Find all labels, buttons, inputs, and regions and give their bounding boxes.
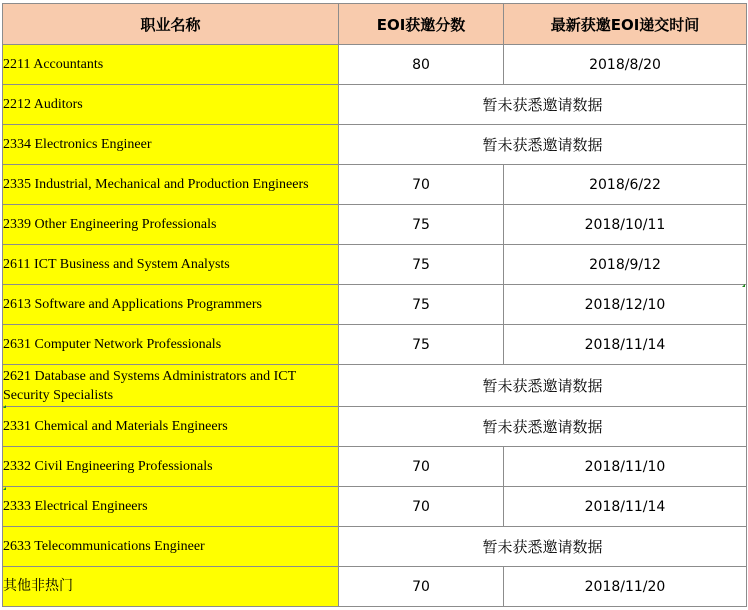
score-cell: 70: [339, 165, 504, 205]
table-row: [3, 205, 747, 245]
table-row: [3, 245, 747, 285]
occupation-cell: 其他非热门: [3, 567, 339, 607]
occupation-cell: 2633 Telecommunications Engineer: [3, 527, 339, 567]
no-data-cell: 暂未获悉邀请数据: [339, 365, 747, 407]
table-row: [3, 487, 747, 527]
date-cell: 2018/11/20: [504, 567, 747, 607]
header-date: 最新获邀EOI递交时间: [504, 4, 747, 45]
comment-marker: [742, 284, 745, 287]
occupation-cell: 2332 Civil Engineering Professionals: [3, 447, 339, 487]
table-row: [3, 45, 747, 85]
date-cell: 2018/11/10: [504, 447, 747, 487]
no-data-cell: 暂未获悉邀请数据: [339, 527, 747, 567]
table-row: [3, 567, 747, 607]
score-cell: 70: [339, 487, 504, 527]
occupation-cell: 2339 Other Engineering Professionals: [3, 205, 339, 245]
occupation-cell: 2331 Chemical and Materials Engineers: [3, 407, 339, 447]
comment-marker: [3, 405, 6, 408]
table-row: [3, 407, 747, 447]
occupation-cell: 2212 Auditors: [3, 85, 339, 125]
header-occupation: 职业名称: [3, 4, 339, 45]
table-row: [3, 447, 747, 487]
date-cell: 2018/10/11: [504, 205, 747, 245]
date-cell: 2018/8/20: [504, 45, 747, 85]
no-data-cell: 暂未获悉邀请数据: [339, 85, 747, 125]
no-data-cell: 暂未获悉邀请数据: [339, 125, 747, 165]
comment-marker: [3, 487, 6, 490]
table-row: [3, 85, 747, 125]
table-row: [3, 325, 747, 365]
date-cell: 2018/11/14: [504, 487, 747, 527]
table-row: [3, 365, 747, 407]
score-cell: 75: [339, 285, 504, 325]
header-score: EOI获邀分数: [339, 4, 504, 45]
table-row: [3, 285, 747, 325]
table-row: [3, 125, 747, 165]
score-cell: 75: [339, 245, 504, 285]
date-cell: 2018/9/12: [504, 245, 747, 285]
occupation-cell: 2631 Computer Network Professionals: [3, 325, 339, 365]
date-cell: 2018/6/22: [504, 165, 747, 205]
eoi-invitation-table: [2, 3, 747, 607]
score-cell: 75: [339, 325, 504, 365]
date-cell: 2018/11/14: [504, 325, 747, 365]
score-cell: 70: [339, 567, 504, 607]
occupation-cell: 2621 Database and Systems Administrators and ICT Security Specialists: [3, 365, 339, 407]
occupation-cell: 2613 Software and Applications Programmers: [3, 285, 339, 325]
occupation-cell: 2611 ICT Business and System Analysts: [3, 245, 339, 285]
occupation-cell: 2334 Electronics Engineer: [3, 125, 339, 165]
table-row: [3, 527, 747, 567]
header-row: [3, 4, 747, 45]
no-data-cell: 暂未获悉邀请数据: [339, 407, 747, 447]
date-cell: 2018/12/10: [504, 285, 747, 325]
score-cell: 80: [339, 45, 504, 85]
occupation-cell: 2335 Industrial, Mechanical and Production Engineers: [3, 165, 339, 205]
score-cell: 75: [339, 205, 504, 245]
occupation-cell: 2333 Electrical Engineers: [3, 487, 339, 527]
occupation-cell: 2211 Accountants: [3, 45, 339, 85]
score-cell: 70: [339, 447, 504, 487]
table-row: [3, 165, 747, 205]
